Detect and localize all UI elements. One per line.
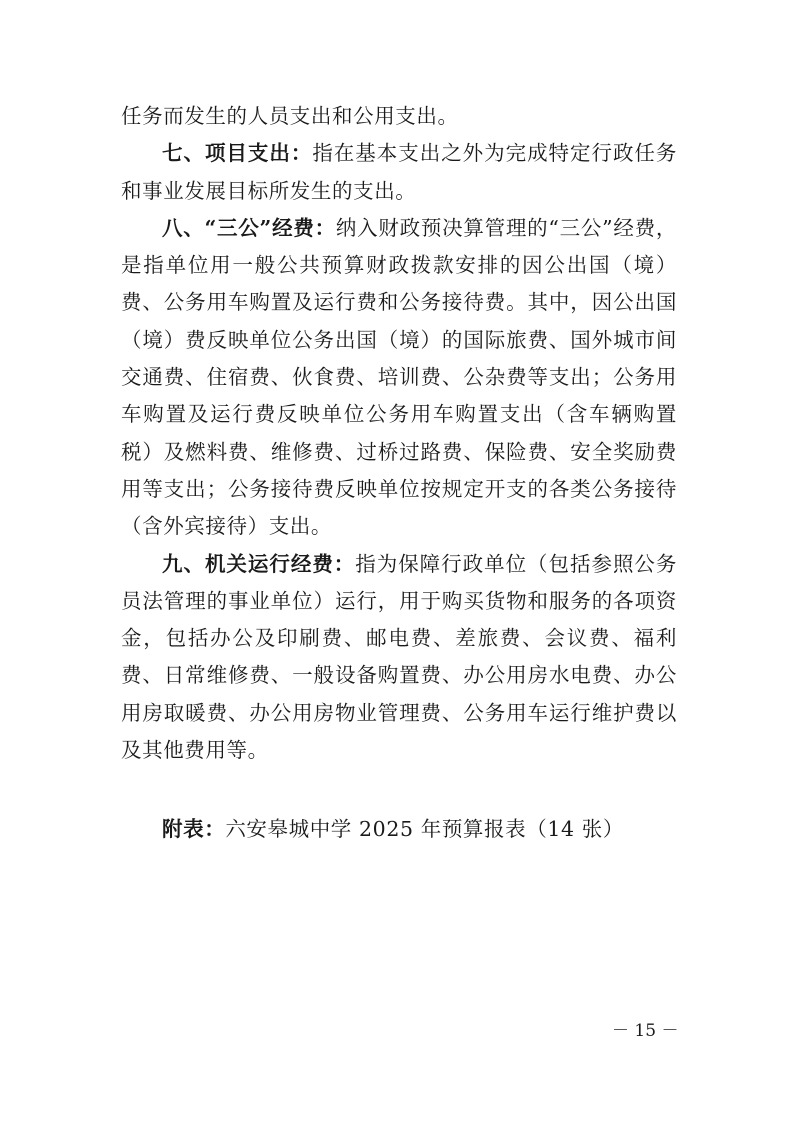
paragraph-text: 任务而发生的人员支出和公用支出。 bbox=[121, 104, 459, 128]
appendix-text: 六安皋城中学 2025 年预算报表（14 张） bbox=[225, 817, 624, 841]
appendix-label: 附表： bbox=[162, 817, 226, 841]
paragraph-text: 纳入财政预决算管理的“三公”经费，是指单位用一般公共预算财政拨款安排的因公出国（境）费、公务用车购置及运行费和公务接待费。其中，因公出国（境）费反映单位公务出国（境）的国际旅费、国外城市间交通费、住宿费、伙食费、培训费、公杂费等支出；公务用车购置及运行费反映单位公务用车购置支出（含车辆购置税）及燃料费、维修费、过桥过路费、保险费、安全奖励费用等支出；公务接待费反映单位按规定开支的各类公务接待（含外宾接待）支出。 bbox=[121, 215, 677, 539]
paragraph-text: 指为保障行政单位（包括参照公务员法管理的事业单位）运行，用于购买货物和服务的各项资金，包括办公及印刷费、邮电费、差旅费、会议费、福利费、日常维修费、一般设备购置费、办公用房水电费、办公用房取暖费、办公用房物业管理费、公务用车运行维护费以及其他费用等。 bbox=[121, 551, 677, 763]
paragraph-heading: 七、项目支出： bbox=[162, 141, 313, 166]
paragraph-operating-expenses bbox=[121, 546, 677, 770]
paragraph-three-public-expenses bbox=[121, 210, 677, 546]
page-number: － 15 － bbox=[612, 1021, 679, 1041]
paragraph-heading: 九、机关运行经费： bbox=[162, 551, 356, 576]
paragraph-text: 指在基本支出之外为完成特定行政任务和事业发展目标所发生的支出。 bbox=[121, 141, 678, 203]
appendix-line bbox=[162, 811, 624, 848]
paragraph-heading: 八、“三公”经费： bbox=[162, 215, 336, 240]
paragraph-project-expenditure bbox=[121, 135, 677, 210]
paragraph-continuation bbox=[121, 98, 677, 135]
document-body bbox=[121, 98, 677, 769]
